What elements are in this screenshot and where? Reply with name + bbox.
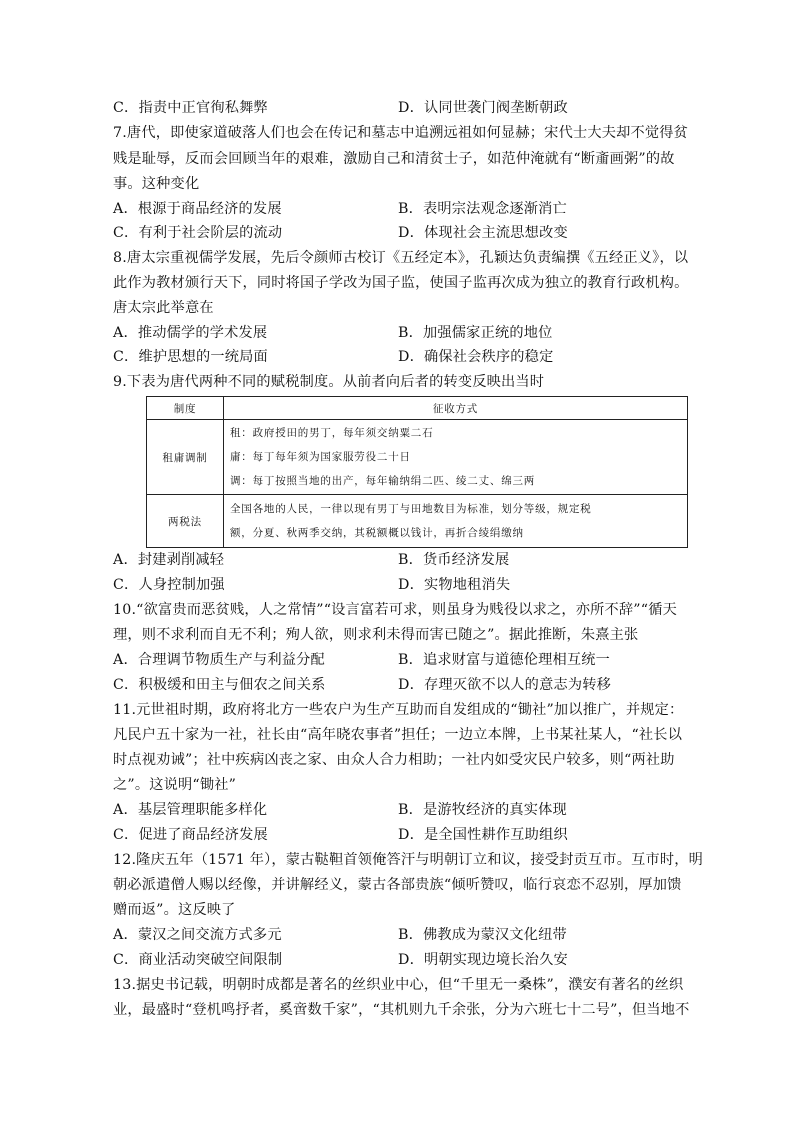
table-row: [147, 495, 688, 548]
q10-option-d: D．存理灭欲不以人的意志为转移: [398, 677, 612, 693]
q12-option-d: D．明朝实现边境长治久安: [398, 952, 568, 968]
q7-stem-line-1: 7.唐代，即使家道破落人们也会在传记和墓志中追溯远祖如何显赫；宋代士大夫却不觉得贫: [113, 125, 689, 141]
q9-option-a: A．封建剥削减轻: [113, 552, 225, 568]
q11-stem-line-2: 凡民户五十家为一社，社长由“高年晓农事者”担任；一边立本牌，上书某社某人，“社长以: [113, 727, 683, 743]
q10-option-a: A．合理调节物质生产与利益分配: [113, 652, 325, 668]
tax-system-table: [146, 396, 688, 548]
q12-stem-line-2: 朝必派遣僧人赐以经像，并讲解经义，蒙古各部贵族“倾听赞叹，临行哀恋不忍别，厚加馈: [113, 877, 682, 893]
q11-option-d: D．是全国性耕作互助组织: [398, 827, 568, 843]
q10-stem-line-1: 10.“欲富贵而恶贫贱，人之常情”“设言富若可求，则虽身为贱役以求之，亦所不辞”“循天: [113, 602, 677, 618]
q8-option-c: C．维护思想的一统局面: [113, 349, 268, 365]
q8-stem-line-3: 唐太宗此举意在: [113, 300, 214, 316]
q8-option-a: A．推动儒学的学术发展: [113, 325, 268, 341]
q9-stem: 9.下表为唐代两种不同的赋税制度。从前者向后者的转变反映出当时: [113, 374, 545, 390]
method-cell-liangshuifa: [224, 495, 688, 548]
q11-stem-line-1: 11.元世祖时期，政府将北方一些农户为生产互助而自发组成的“锄社”加以推广，并规定：: [113, 702, 684, 718]
q10-option-b: B．追求财富与道德伦理相互统一: [398, 652, 611, 668]
q13-stem-line-1: 13.据史书记载，明朝时成都是著名的丝织业中心，但“千里无一桑株”，濮安有著名的丝织: [113, 977, 684, 993]
q12-option-a: A．蒙汉之间交流方式多元: [113, 927, 282, 943]
q12-option-b: B．佛教成为蒙汉文化纽带: [398, 927, 567, 943]
q7-stem-line-3: 事。这种变化: [113, 176, 200, 192]
header-system: 制度: [147, 397, 224, 420]
q11-stem-line-3: 时点视劝诫”；社中疾病凶丧之家、由众人合力相助；一社内如受灾民户较多，则“两社助: [113, 752, 675, 768]
q6-option-d: D．认同世袭门阀垄断朝政: [398, 100, 568, 116]
method-line: 全国各地的人民，一律以现有男丁与田地数目为标准，划分等级，规定税: [230, 503, 592, 515]
method-line: 额，分夏、秋两季交纳，其税额概以钱计，再折合绫绢缴纳: [230, 527, 524, 539]
q11-option-c: C．促进了商品经济发展: [113, 827, 268, 843]
q6-option-c: C．指责中正官徇私舞弊: [113, 100, 268, 116]
q9-option-b: B．货币经济发展: [398, 552, 510, 568]
header-method: 征收方式: [224, 397, 688, 420]
table-header-row: [147, 397, 688, 420]
q12-option-c: C．商业活动突破空间限制: [113, 952, 283, 968]
q7-option-d: D．体现社会主流思想改变: [398, 225, 568, 241]
q7-stem-line-2: 贱是耻辱，反而会回顾当年的艰难，激励自己和清贫士子，如范仲淹就有“断齑画粥”的故: [113, 151, 675, 167]
method-line: 庸：每丁每年须为国家服劳役二十日: [230, 451, 411, 463]
q13-stem-line-2: 业，最盛时“登机鸣抒者，奚啻数千家”，“其机则九千余张，分为六班七十二号”，但当地不: [113, 1002, 690, 1018]
q11-option-a: A．基层管理职能多样化: [113, 802, 268, 818]
q8-option-b: B．加强儒家正统的地位: [398, 325, 553, 341]
q11-option-b: B．是游牧经济的真实体现: [398, 802, 567, 818]
q8-stem-line-2: 此作为教材颁行天下，同时将国子学改为国子监，使国子监再次成为独立的教育行政机构。: [113, 275, 689, 291]
q7-option-b: B．表明宗法观念逐渐消亡: [398, 201, 567, 217]
q7-option-c: C．有利于社会阶层的流动: [113, 225, 283, 241]
method-cell-zuyongdiao: [224, 420, 688, 495]
q12-stem-line-1: 12.隆庆五年（1571 年），蒙古鞑靼首领俺答汗与明朝订立和议，接受封贡互市。互市时，明: [113, 852, 704, 868]
q12-stem-line-3: 赠而返”。这反映了: [113, 902, 236, 918]
q8-option-d: D．确保社会秩序的稳定: [398, 349, 554, 365]
q10-stem-line-2: 理，则不求利而自无不利；殉人欲，则求利未得而害已随之”。据此推断，朱熹主张: [113, 627, 639, 643]
table-row: [147, 420, 688, 495]
q11-stem-line-4: 之”。这说明“锄社”: [113, 777, 237, 793]
q7-option-a: A．根源于商品经济的发展: [113, 201, 282, 217]
q9-option-c: C．人身控制加强: [113, 577, 225, 593]
system-name-liangshuifa: 两税法: [147, 495, 224, 548]
q10-option-c: C．积极缓和田主与佃农之间关系: [113, 677, 326, 693]
q9-option-d: D．实物地租消失: [398, 577, 511, 593]
method-line: 调：每丁按照当地的出产，每年输纳绢二匹、绫二丈、绵三两: [230, 475, 536, 487]
q8-stem-line-1: 8.唐太宗重视儒学发展，先后令颜师古校订《五经定本》，孔颖达负责编撰《五经正义》，以: [113, 250, 689, 266]
method-line: 租：政府授田的男丁，每年须交纳粟二石: [230, 427, 434, 439]
system-name-zuyongdiao: 租庸调制: [147, 420, 224, 495]
